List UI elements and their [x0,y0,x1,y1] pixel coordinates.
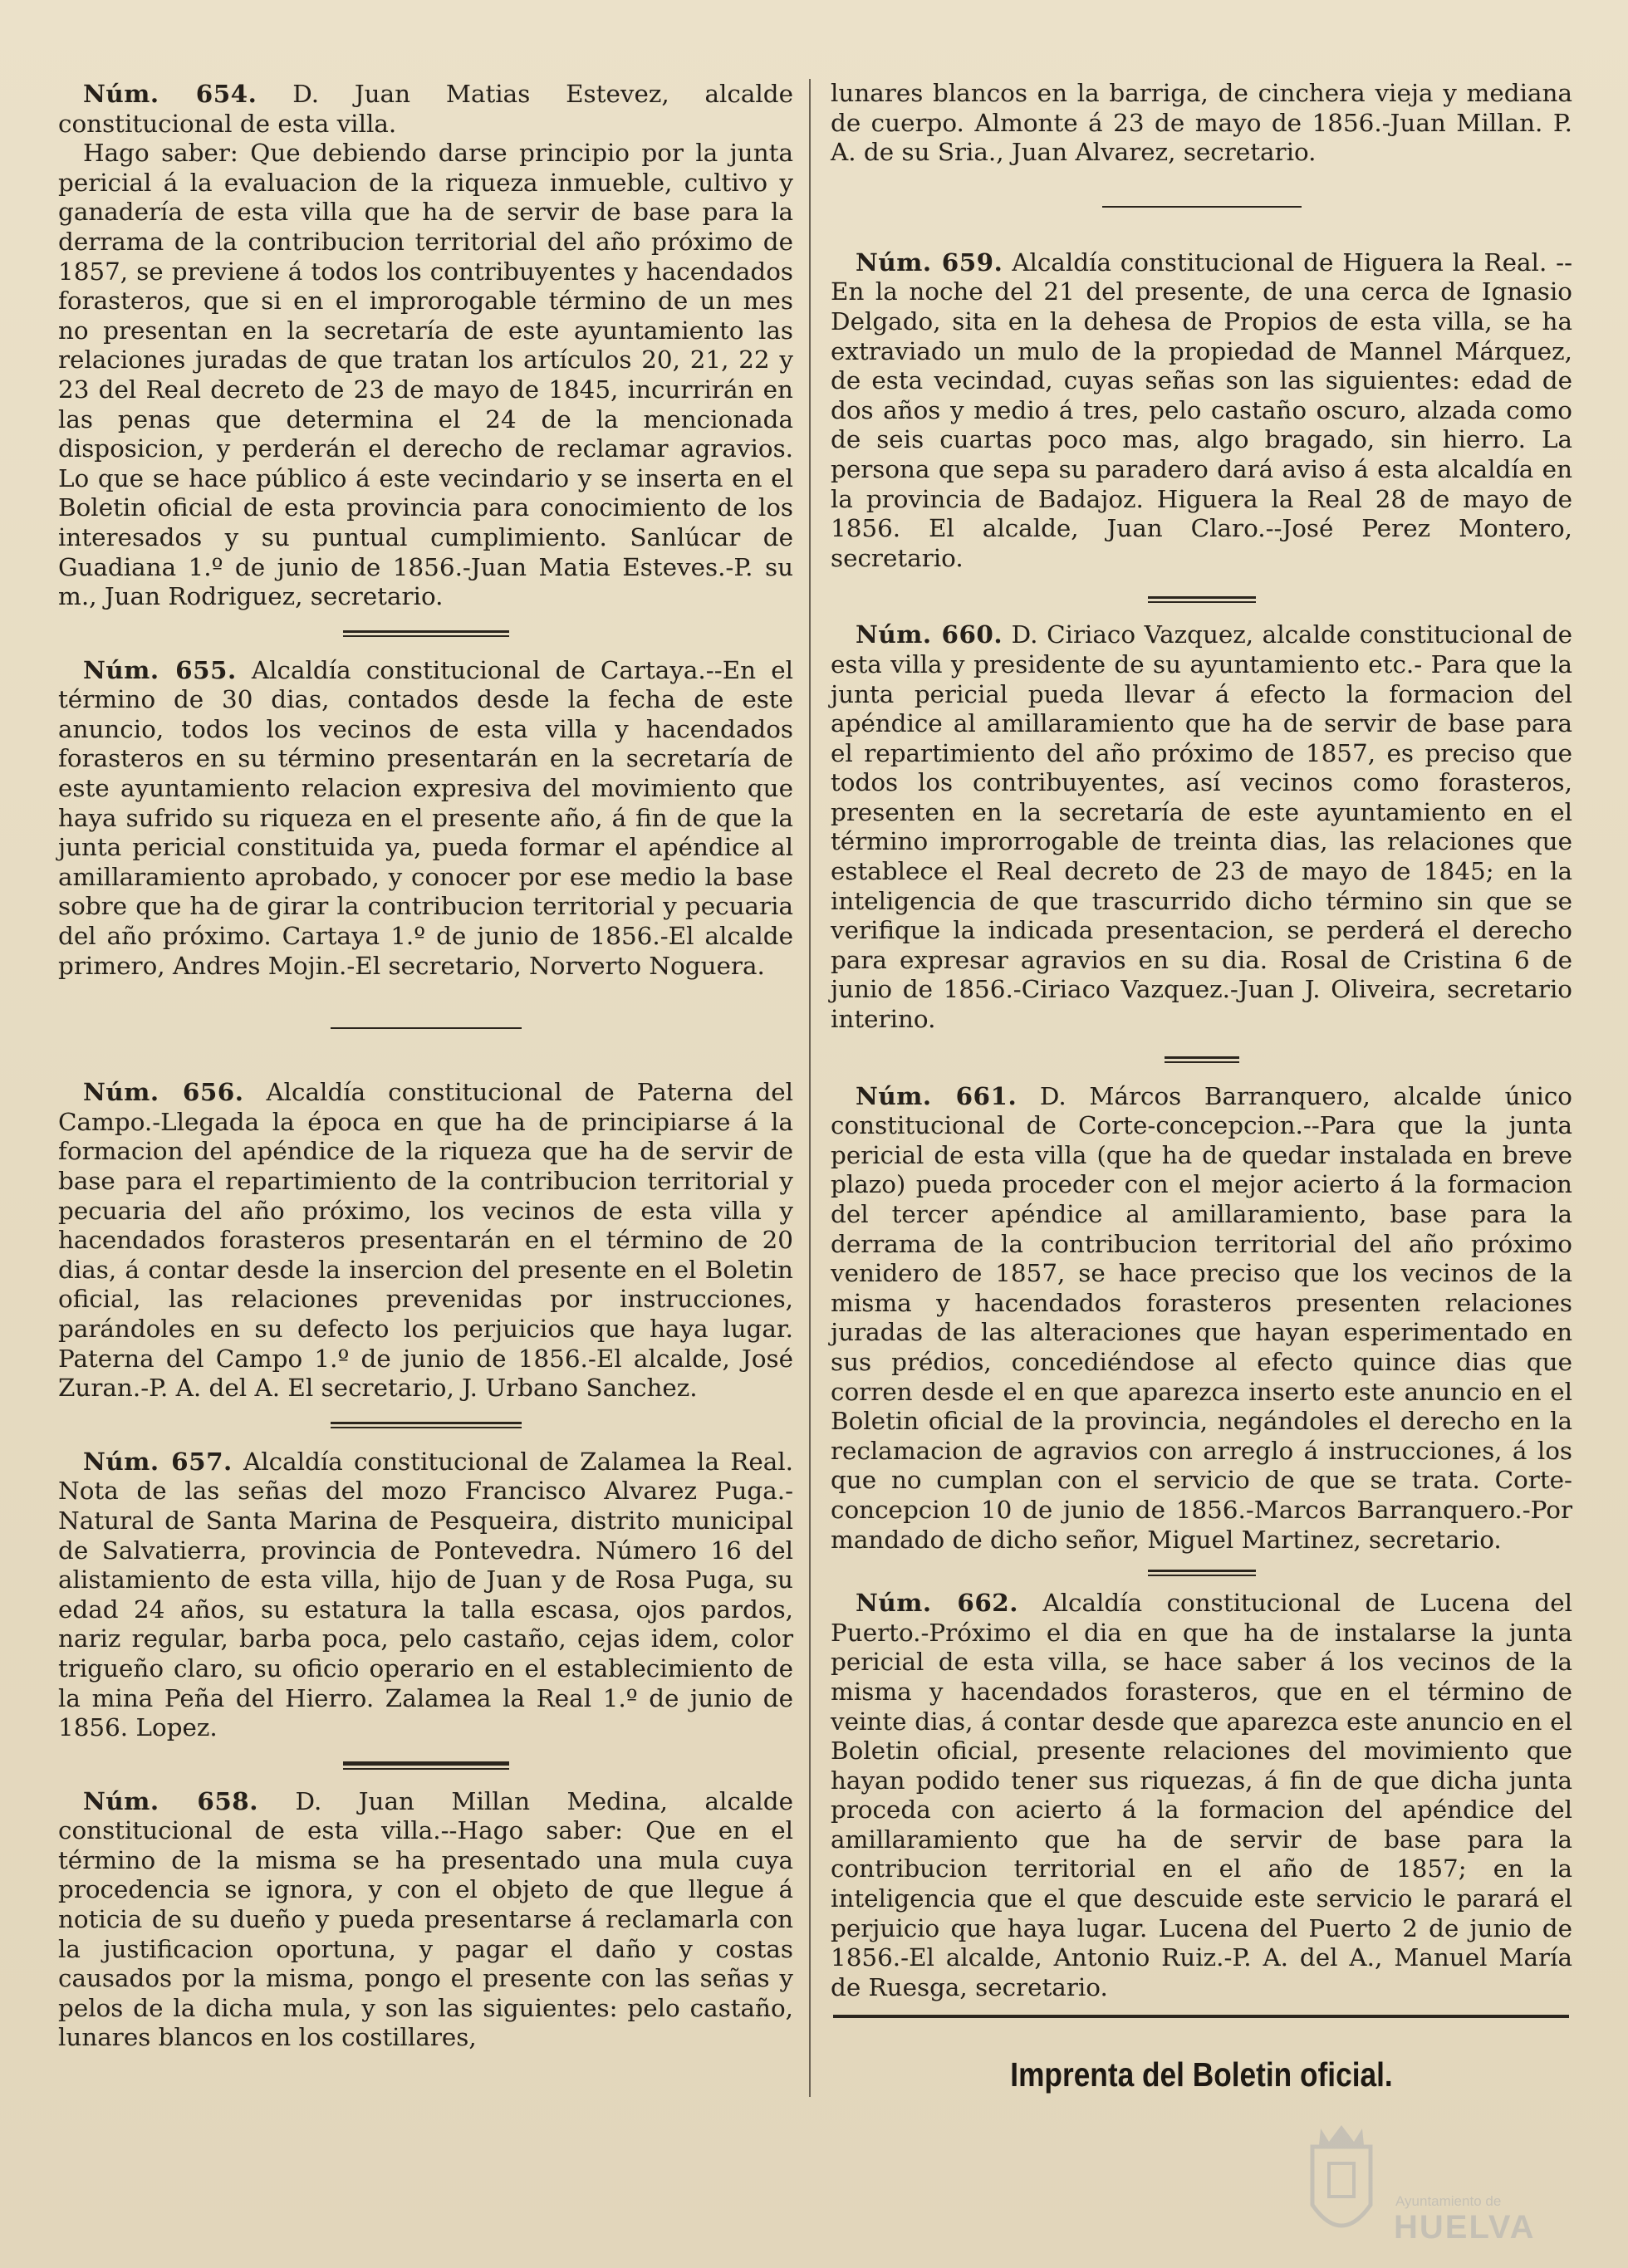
separator [331,1422,522,1428]
notice-660 [831,620,1572,1034]
notice-number: Núm. 660. [856,620,1003,649]
right-column [831,79,1572,2002]
notice-number: Núm. 656. [83,1077,244,1107]
notice-text: Alcaldía constitucional de Cartaya.--En el término de 30 dias, contados desde la fecha de este anuncio, todos los vecinos de esta villa y hacendados forasteros en su término presentarán en la secretaría de este ayuntamiento relacion expresiva del movimiento que haya sufrido su riqueza en el presente año, á fin de que la junta pericial constituida ya, pueda formar el apéndice al amillaramiento aprobado, y conocer por ese medio la base sobre que ha de girar la contribucion territorial y pecuaria del año próximo. Cartaya 1.º de junio de 1856.-El alcalde primero, Andres Mojin.-El secretario, Norverto Noguera. [58,655,793,980]
column-divider [809,79,811,2097]
notice-text: D. Juan Millan Medina, alcalde constitucional de esta villa.--Hago saber: Que en el término de la misma se ha presentado una mula cuya procedencia se ignora, y con el objeto de que llegue á noticia de su dueño y pueda presentarse á reclamarla con la justificacion oportuna, y pagar el daño y costas causados por la misma, pongo el presente con las señas y pelos de la dicha mula, y son las siguientes: pelo castaño, lunares blancos en los costillares, [58,1786,793,2052]
notice-659 [831,247,1572,574]
left-column [58,79,793,2053]
notice-text: Alcaldía constitucional de Higuera la Real. --En la noche del 21 del presente, de una cerca de Ignasio Delgado, sita en la dehesa de Propios de esta villa, se ha extraviado un mulo de la propiedad de Mannel Márquez, de esta vecindad, cuyas señas son las siguientes: edad de dos años y medio á tres, pelo castaño oscuro, alzada como de seis cuartas poco mas, algo bragado, sin hierro. La persona que sepa su paradero dará aviso á esta alcaldía en la provincia de Badajoz. Higuera la Real 28 de mayo de 1856. El alcalde, Juan Claro.--José Perez Montero, secretario. [831,247,1572,572]
notice-654-heading [58,79,793,139]
separator [331,1027,522,1034]
notice-number: Núm. 658. [83,1785,258,1815]
separator [1102,206,1302,213]
watermark-seal [1296,2114,1595,2255]
notice-number: Núm. 654. [83,79,257,108]
notice-657 [58,1447,793,1743]
notice-text: D. Márcos Barranquero, alcalde único constitucional de Corte-concepcion.--Para que la junta pericial de esta villa (que ha de quedar instalada en breve plazo) pueda proceder con el mejor acierto á la formacion del tercer apéndice al amillaramiento, base para la derrama de la contribucion territorial del año próximo venidero de 1857, se hace preciso que los vecinos de la misma y hacendados forasteros presenten relaciones juradas de las alteraciones que hayan esperimentado en sus prédios, concediéndose al efecto quince dias que corren desde el en que aparezca inserto este anuncio en el Boletin oficial de la provincia, negándoles el derecho en la reclamacion de agravios con arreglo á instrucciones, á los que no cumplan con el servicio de que se trata. Corte-concepcion 10 de junio de 1856.-Marcos Barranquero.-Por mandado de dicho señor, Miguel Martinez, secretario. [831,1081,1573,1554]
coat-of-arms-icon [1296,2114,1387,2251]
notice-text: Alcaldía constitucional de Lucena del Puerto.-Próximo el dia en que ha de instalarse la junta pericial de esta villa, se hace saber á los vecinos de la misma y hacendados forasteros, que en el término de veinte dias, á contar desde que aparezca este anuncio en el Boletin oficial, presente relaciones del movimiento que hayan podido tener sus riquezas, á fin de que dicha junta proceda con acierto á la formacion del apéndice del amillaramiento que ha de servir de base para la contribucion territorial en el año de 1857; en la inteligencia que el que descuide este servicio le parará el perjuicio que haya lugar. Lucena del Puerto 2 de junio de 1856.-El alcalde, Antonio Ruiz.-P. A. del A., Manuel María de Ruesga, secretario. [831,1589,1572,2001]
watermark-line1: Ayuntamiento de [1395,2193,1502,2209]
notice-654 [58,79,793,612]
notice-number: Núm. 657. [83,1446,233,1476]
notice-number: Núm. 655. [83,654,237,684]
notice-662 [831,1588,1572,2002]
notice-text: D. Ciriaco Vazquez, alcalde constitucional de esta villa y presidente de su ayuntamiento etc.- Para que la junta pericial pueda llevar á efecto la formacion del apéndice al amillaramiento que ha de servir de base para el repartimiento del año próximo de 1857, es preciso que todos los contribuyentes, así vecinos como forasteros, presenten en la secretaría de este ayuntamiento en el término improrrogable de treinta dias, las relaciones que establece el Real decreto de 23 de mayo de 1845; en la inteligencia de que trascurrido dicho término sin que se verifique la indicada presentacion, se perderá el derecho para expresar agravios en su dia. Rosal de Cristina 6 de junio de 1856.-Ciriaco Vazquez.-Juan J. Oliveira, secretario interino. [831,620,1573,1034]
notice-text: D. Juan Matias Estevez, alcalde constitucional de esta villa. [58,80,793,138]
separator [1148,596,1256,603]
imprint-footer: Imprenta del Boletin oficial. [1010,2055,1393,2094]
separator [343,1761,509,1768]
notice-number: Núm. 659. [856,247,1003,277]
notice-text: Alcaldía constitucional de Paterna del Campo.-Llegada la época en que ha de principiarse á la formacion del apéndice de la riqueza que ha de servir de base para el repartimiento de la contribucion territorial y pecuaria del año próximo, los vecinos de esta villa y hacendados forasteros presentarán en el término de 20 dias, á contar desde la insercion del presente en el Boletin oficial, las relaciones prevenidas por instrucciones, parándoles en su defecto los perjuicios que haya lugar. Paterna del Campo 1.º de junio de 1856.-El alcalde, José Zuran.-P. A. del A. El secretario, J. Urbano Sanchez. [58,1078,793,1403]
notice-658 [58,1786,793,2053]
watermark-line2: HUELVA [1394,2209,1536,2246]
notice-655 [58,655,793,982]
separator [343,630,509,637]
notice-661 [831,1081,1572,1555]
notice-656 [58,1077,793,1403]
notice-text: lunares blancos en la barriga, de cinchera vieja y mediana de cuerpo. Almonte á 23 de mayo de 1856.-Juan Millan. P. A. de su Sria., Juan Alvarez, secretario. [831,79,1572,167]
notice-658-continued [831,79,1572,168]
notice-text: Alcaldía constitucional de Zalamea la Real. Nota de las señas del mozo Francisco Alvarez Puga.-Natural de Santa Marina de Pesqueira, distrito municipal de Salvatierra, provincia de Pontevedra. Número 16 del alistamiento de esta villa, hijo de Juan y de Rosa Puga, su edad 24 años, su estatura la talla escasa, ojos pardos, nariz regular, barba poca, pelo castaño, cejas idem, color trigueño claro, su oficio operario en el establecimiento de la mina Peña del Hierro. Zalamea la Real 1.º de junio de 1856. Lopez. [58,1447,793,1742]
notice-number: Núm. 662. [856,1588,1018,1618]
separator [1165,1056,1239,1063]
notice-number: Núm. 661. [856,1080,1018,1110]
notice-654-body: Hago saber: Que debiendo darse principio por la junta pericial á la evaluacion de la riqueza inmueble, cultivo y ganadería de esta villa que ha de servir de base para la derrama de la contribucion territorial del año próximo de 1857, se previene á todos los contribuyentes y hacendados forasteros, que si en el improrogable término de un mes no presentan en la secretaría de este ayuntamiento las relaciones juradas de que tratan los artículos 20, 21, 22 y 23 del Real decreto de 23 de mayo de 1845, incurrirán en las penas que determina el 24 de la mencionada disposicion, y perderán el derecho de reclamar agravios. Lo que se hace público á este vecindario y se inserta en el Boletin oficial de esta provincia para conocimiento de los interesados y su puntual cumplimiento. Sanlúcar de Guadiana 1.º de junio de 1856.-Juan Matia Esteves.-P. su m., Juan Rodriguez, secretario. [58,139,793,611]
bottom-rule [833,2015,1569,2018]
separator [1148,1570,1256,1576]
